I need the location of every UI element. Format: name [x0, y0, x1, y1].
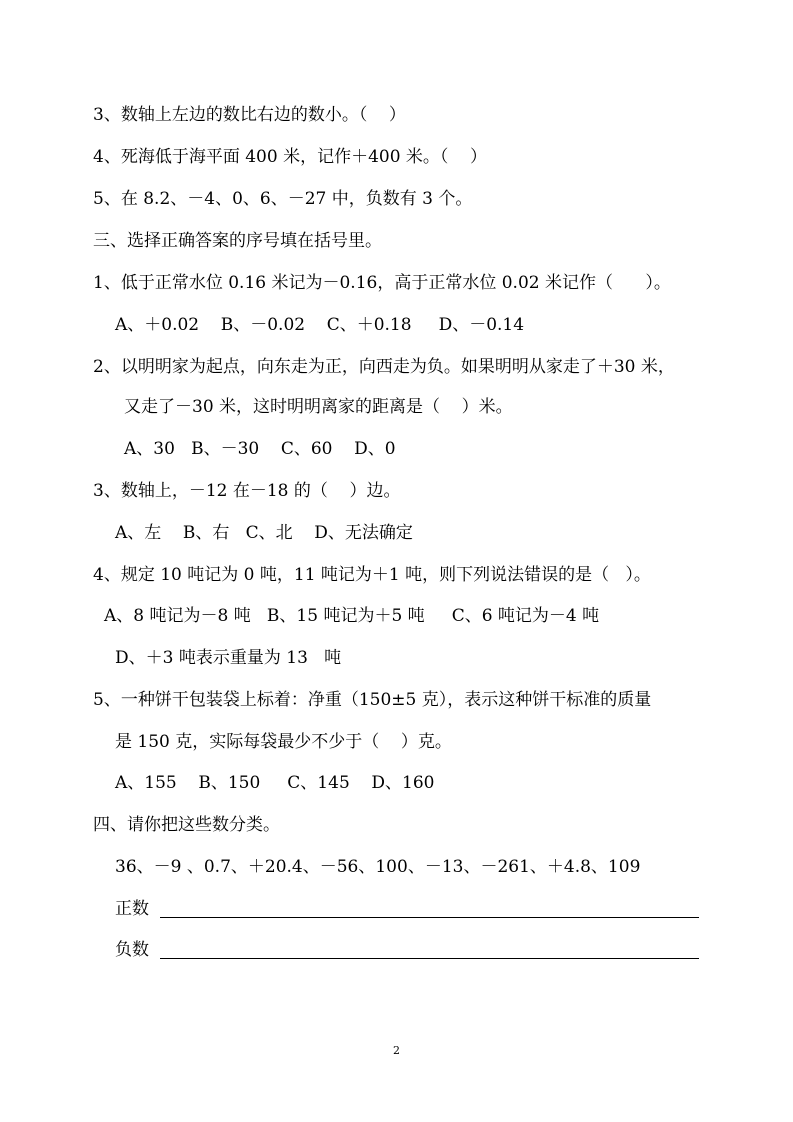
negative-label: 负数: [115, 940, 149, 960]
section3-q3-text: 3、数轴上，－12 在－18 的（ ）边。: [93, 481, 401, 501]
judgment-q3: 3、数轴上左边的数比右边的数小。（ ）: [93, 105, 406, 125]
page-number: 2: [393, 1044, 400, 1057]
section3-q2-options: A、30 B、－30 C、60 D、0: [124, 439, 396, 459]
section4-numbers: 36、－9 、0.7、＋20.4、－56、100、－13、－261、＋4.8、109: [115, 857, 641, 877]
section3-q2-text1: 2、以明明家为起点，向东走为正，向西走为负。如果明明从家走了＋30 米，: [93, 357, 675, 377]
section3-q2-text2: 又走了－30 米，这时明明离家的距离是（ ）米。: [124, 397, 513, 417]
positive-label: 正数: [115, 899, 149, 919]
positive-answer-line[interactable]: [160, 917, 699, 918]
section3-q3-options: A、左 B、右 C、北 D、无法确定: [115, 523, 413, 543]
negative-answer-line[interactable]: [160, 958, 699, 959]
section3-q1-options: A、＋0.02 B、－0.02 C、＋0.18 D、－0.14: [115, 315, 525, 335]
section4-title: 四、请你把这些数分类。: [93, 815, 280, 835]
judgment-q4: 4、死海低于海平面 400 米，记作＋400 米。（ ）: [93, 147, 488, 167]
section3-q5-text2: 是 150 克，实际每袋最少不少于（ ）克。: [115, 732, 452, 752]
section3-q4-options2: D、＋3 吨表示重量为 13 吨: [115, 648, 342, 668]
section3-q4-options1: A、8 吨记为－8 吨 B、15 吨记为＋5 吨 C、6 吨记为－4 吨: [104, 606, 600, 626]
section3-q5-text1: 5、一种饼干包装袋上标着：净重（150±5 克），表示这种饼干标准的质量: [93, 690, 652, 710]
section3-q5-options: A、155 B、150 C、145 D、160: [115, 773, 435, 793]
judgment-q5: 5、在 8.2、－4、0、6、－27 中，负数有 3 个。: [93, 189, 473, 209]
section3-title: 三、选择正确答案的序号填在括号里。: [93, 231, 382, 251]
section3-q1-text: 1、低于正常水位 0.16 米记为－0.16，高于正常水位 0.02 米记作（ ）。: [93, 273, 671, 293]
section3-q4-text: 4、规定 10 吨记为 0 吨，11 吨记为＋1 吨，则下列说法错误的是（ ）。: [93, 565, 651, 585]
